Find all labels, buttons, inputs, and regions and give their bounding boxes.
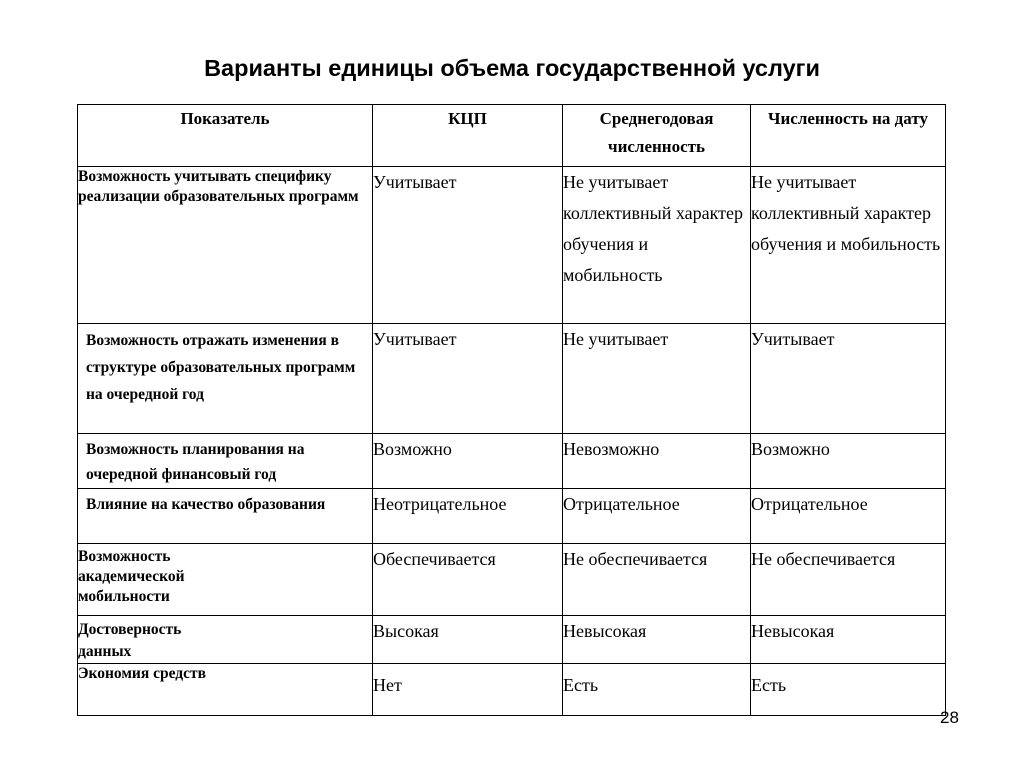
- indicator-cell: [78, 544, 373, 616]
- value-cell: [751, 544, 946, 616]
- page-number: 28: [940, 708, 959, 727]
- column-header-count-on-date: Численность на дату: [751, 105, 946, 167]
- value-cell: Не учитывает коллективный характер обучения и мобильность: [751, 167, 946, 324]
- value-cell: Невозможно: [563, 434, 751, 489]
- table-row: [78, 167, 946, 324]
- indicator-cell: Возможность учитывать специфику реализации образовательных программ: [78, 167, 373, 324]
- indicator-cell: Возможность отражать изменения в структуре образовательных программ на очередной год: [78, 324, 373, 434]
- table-row: [78, 664, 946, 716]
- indicator-cell: Экономия средств: [78, 664, 373, 716]
- table-row: [78, 544, 946, 616]
- table-row: [78, 616, 946, 664]
- table-row: [78, 434, 946, 489]
- value-cell: [563, 544, 751, 616]
- value-cell: Отрицательное: [563, 489, 751, 544]
- value-cell: Учитывает: [373, 167, 563, 324]
- table-row: [78, 324, 946, 434]
- value-cell: Невысокая: [751, 616, 946, 664]
- value-cell: Отрицательное: [751, 489, 946, 544]
- indicator-text: Возможность академической мобильности: [78, 548, 185, 605]
- value-cell: Высокая: [373, 616, 563, 664]
- header-row: [78, 105, 946, 167]
- value-cell: Возможно: [373, 434, 563, 489]
- value-cell: Есть: [751, 664, 946, 716]
- value-cell: Невысокая: [563, 616, 751, 664]
- value-cell: Учитывает: [751, 324, 946, 434]
- column-header-indicator: Показатель: [78, 105, 373, 167]
- indicator-cell: Возможность планирования на очередной финансовый год: [78, 434, 373, 489]
- value-cell: Нет: [373, 664, 563, 716]
- value-cell: Не учитывает: [563, 324, 751, 434]
- value-text: Не обеспечивается: [563, 549, 708, 569]
- indicator-cell: [78, 616, 373, 664]
- value-cell: Есть: [563, 664, 751, 716]
- table-row: [78, 489, 946, 544]
- value-cell: Учитывает: [373, 324, 563, 434]
- indicator-text: Достоверность данных: [78, 621, 182, 660]
- slide-title: Варианты единицы объема государственной услуги: [204, 55, 820, 81]
- column-header-kcp: КЦП: [373, 105, 563, 167]
- value-cell: Обеспечивается: [373, 544, 563, 616]
- comparison-table: [77, 104, 946, 716]
- value-cell: Возможно: [751, 434, 946, 489]
- indicator-cell: Влияние на качество образования: [78, 489, 373, 544]
- column-header-average-annual: Среднегодовая численность: [563, 105, 751, 167]
- value-cell: Неотрицательное: [373, 489, 563, 544]
- value-text: Не обеспечивается: [751, 549, 896, 569]
- value-cell: Не учитывает коллективный характер обучения и мобильность: [563, 167, 751, 324]
